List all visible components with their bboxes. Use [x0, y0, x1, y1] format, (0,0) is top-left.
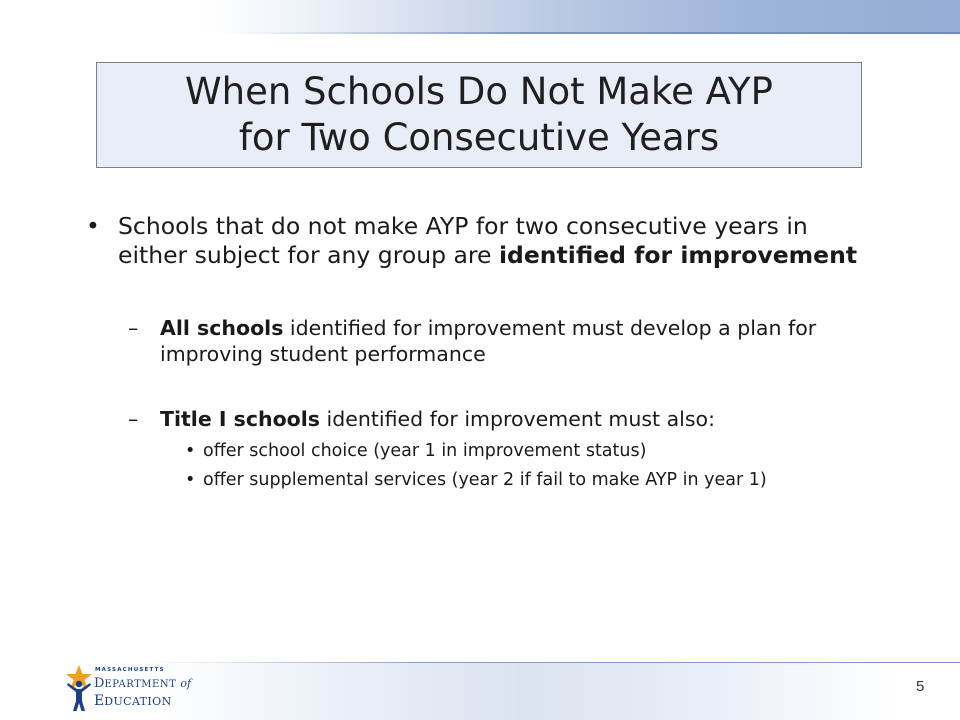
bullet-marker: •: [185, 441, 196, 461]
sub-sub-bullet-text: offer supplemental services (year 2 if fail to make AYP in year 1): [203, 470, 767, 490]
dash-marker: –: [128, 316, 139, 340]
logo-edu-rest: DUCATION: [104, 695, 172, 708]
sub-bullet-emphasis: Title I schools: [160, 407, 320, 431]
slide-body: [80, 212, 880, 492]
sub-bullet-all-schools: [80, 315, 880, 367]
logo-edu-initial: E: [94, 693, 105, 709]
bullet-marker: •: [185, 470, 196, 490]
top-header-band: [0, 0, 960, 32]
top-header-rule: [0, 32, 960, 34]
slide-title-box: [96, 62, 862, 168]
logo-department-line: [94, 676, 191, 691]
sub-bullet-title-i-schools: [80, 406, 880, 432]
sub-sub-bullet-supplemental-services: [80, 469, 880, 492]
sub-bullet-text: identified for improvement must also:: [320, 407, 715, 431]
sub-bullet-text: identified for improvement must develop a plan for improving student performance: [160, 316, 817, 366]
bullet-identified-for-improvement: [80, 212, 880, 270]
logo-dept-initial: D: [94, 676, 105, 691]
sub-sub-bullet-text: offer school choice (year 1 in improvement status): [203, 441, 647, 461]
slide-page-number: 5: [916, 678, 925, 695]
sub-bullet-emphasis: All schools: [160, 316, 284, 340]
massachusetts-department-of-education-logo: [64, 663, 204, 715]
dash-marker: –: [128, 407, 139, 431]
bullet-marker: •: [86, 212, 100, 240]
logo-education-line: [94, 693, 172, 709]
star-figure-icon: [64, 663, 94, 715]
logo-state-name: MASSACHUSETTS: [95, 667, 165, 673]
bullet-text-emphasis: identified for improvement: [498, 241, 858, 269]
sub-sub-bullet-school-choice: [80, 440, 880, 463]
bullet-text: Schools that do not make AYP for two consecutive years in either subject for any group are: [118, 212, 808, 269]
logo-of: of: [180, 677, 192, 690]
logo-dept-rest: EPARTMENT: [104, 679, 177, 690]
slide-title-line-1: When Schools Do Not Make AYP: [185, 70, 773, 113]
slide-title-line-2: for Two Consecutive Years: [238, 116, 720, 159]
